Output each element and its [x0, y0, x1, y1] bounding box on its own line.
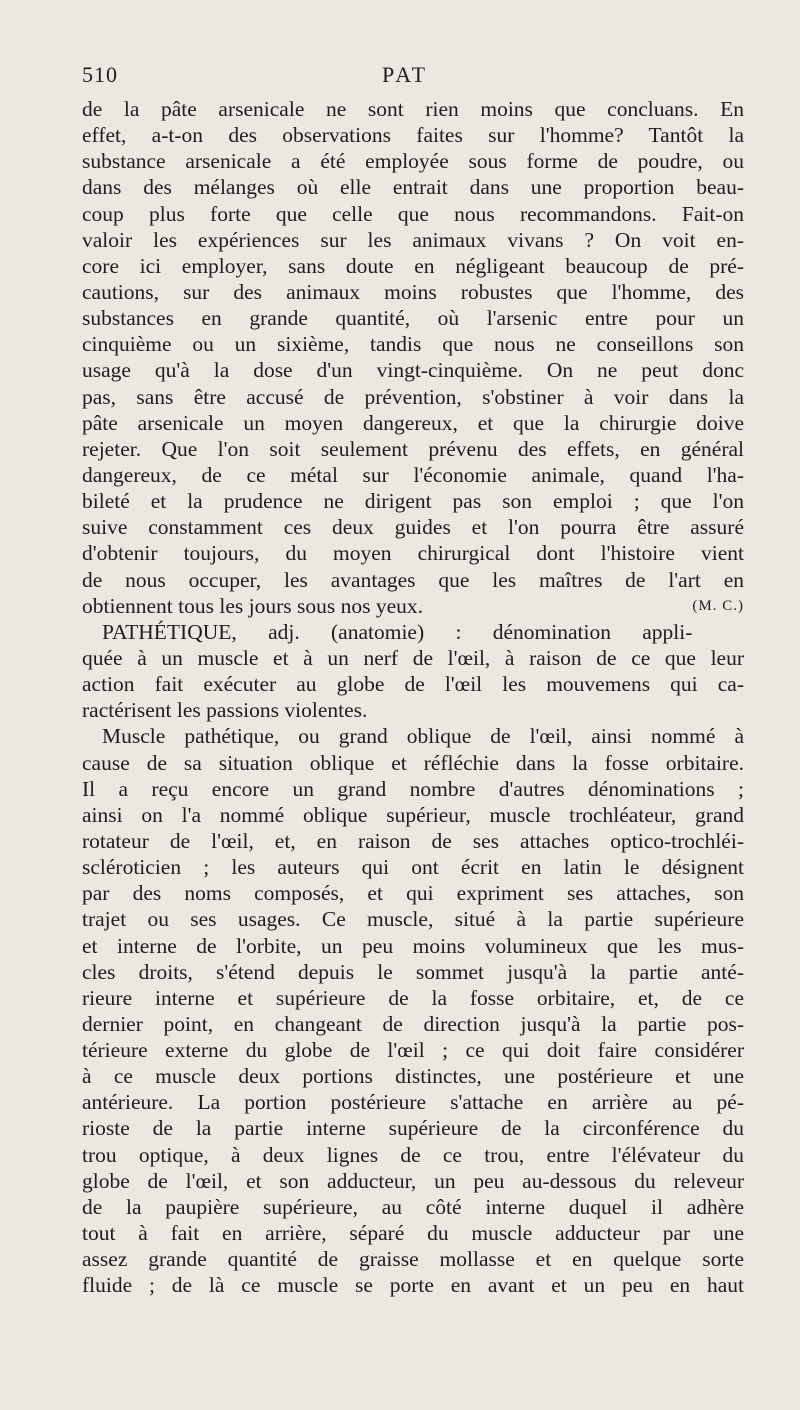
text-line: trajet ou ses usages. Ce muscle, situé à la partie supérieure: [82, 907, 744, 932]
text-line: effet, a-t-on des observations faites sur l'homme? Tantôt la: [82, 123, 744, 148]
text-line: rejeter. Que l'on soit seulement prévenu des effets, en général: [82, 436, 744, 461]
text-line: dans des mélanges où elle entrait dans une proportion beau-: [82, 175, 744, 200]
text-line: ainsi on l'a nommé oblique supérieur, muscle trochléateur, grand: [82, 802, 744, 827]
text-line: et interne de l'orbite, un peu moins volumineux que les mus-: [82, 933, 744, 958]
text-line: à ce muscle deux portions distinctes, une postérieure et une: [82, 1064, 744, 1089]
text-line: cautions, sur des animaux moins robustes que l'homme, des: [82, 279, 744, 304]
text-line: cinquième ou un sixième, tandis que nous ne conseillons son: [82, 332, 744, 357]
text-line: globe de l'œil, et son adducteur, un peu au-dessous du releveur: [82, 1168, 744, 1193]
text-line: bileté et la prudence ne dirigent pas son emploi ; que l'on: [82, 489, 744, 514]
text-line: assez grande quantité de graisse mollasse et en quelque sorte: [82, 1247, 744, 1272]
text-line: quée à un muscle et à un nerf de l'œil, à raison de ce que leur: [82, 645, 744, 670]
text-line: Il a reçu encore un grand nombre d'autres dénominations ;: [82, 776, 744, 801]
text-line: par des noms composés, et qui expriment ses attaches, son: [82, 881, 744, 906]
text-line: rioste de la partie interne supérieure de la circonférence du: [82, 1116, 744, 1141]
text-line: valoir les expériences sur les animaux vivans ? On voit en-: [82, 227, 744, 252]
text-line: antérieure. La portion postérieure s'attache en arrière au pé-: [82, 1090, 744, 1115]
text-line-with-signature: [82, 593, 744, 619]
text-line: rieure interne et supérieure de la fosse orbitaire, et, de ce: [82, 985, 744, 1010]
text-line: ractérisent les passions violentes.: [82, 698, 368, 723]
subentry-line: Muscle pathétique, ou grand oblique de l'œil, ainsi nommé à: [102, 724, 744, 749]
text-line: usage qu'à la dose d'un vingt-cinquième. On ne peut donc: [82, 358, 744, 383]
text-line: scléroticien ; les auteurs qui ont écrit en latin le désignent: [82, 855, 744, 880]
text-line: de nous occuper, les avantages que les maîtres de l'art en: [82, 567, 744, 592]
text-line: rotateur de l'œil, et, en raison de ses attaches optico-trochléi-: [82, 828, 744, 853]
page-number: 510: [82, 62, 118, 87]
text-line: de la pâte arsenicale ne sont rien moins que concluans. En: [82, 97, 744, 121]
text-line: cause de sa situation oblique et réfléchie dans la fosse orbitaire.: [82, 750, 744, 775]
text-line: térieure externe du globe de l'œil ; ce qui doit faire considérer: [82, 1038, 744, 1063]
text-line: trou optique, à deux lignes de ce trou, entre l'élévateur du: [82, 1142, 744, 1167]
text-line: obtiennent tous les jours sous nos yeux.: [82, 593, 423, 618]
body-text: [82, 96, 744, 1298]
text-line: dernier point, en changeant de direction jusqu'à la partie pos-: [82, 1011, 744, 1036]
running-head: PAT: [382, 62, 429, 87]
entry-heading-line: PATHÉTIQUE, adj. (anatomie) : dénomination appli-: [102, 619, 693, 644]
text-line: de la paupière supérieure, au côté interne duquel il adhère: [82, 1194, 744, 1219]
text-line: dangereux, de ce métal sur l'économie animale, quand l'ha-: [82, 462, 744, 487]
text-line: fluide ; de là ce muscle se porte en avant et un peu en haut: [82, 1273, 744, 1298]
text-line: suive constamment ces deux guides et l'on pourra être assuré: [82, 515, 744, 540]
text-line: substances en grande quantité, où l'arsenic entre pour un: [82, 306, 744, 331]
page-header: [82, 62, 742, 92]
text-line: cles droits, s'étend depuis le sommet jusqu'à la partie anté-: [82, 959, 744, 984]
text-line: pas, sans être accusé de prévention, s'obstiner à voir dans la: [82, 384, 744, 409]
text-line: d'obtenir toujours, du moyen chirurgical dont l'histoire vient: [82, 541, 744, 566]
text-line: pâte arsenicale un moyen dangereux, et que la chirurgie doive: [82, 410, 744, 435]
text-line: coup plus forte que celle que nous recommandons. Fait-on: [82, 201, 744, 226]
text-line: substance arsenicale a été employée sous forme de poudre, ou: [82, 149, 744, 174]
text-line: action fait exécuter au globe de l'œil les mouvemens qui ca-: [82, 672, 744, 697]
author-signature: (M. C.): [692, 597, 744, 614]
text-line: tout à fait en arrière, séparé du muscle adducteur par une: [82, 1221, 744, 1246]
text-line: core ici employer, sans doute en négligeant beaucoup de pré-: [82, 253, 744, 278]
